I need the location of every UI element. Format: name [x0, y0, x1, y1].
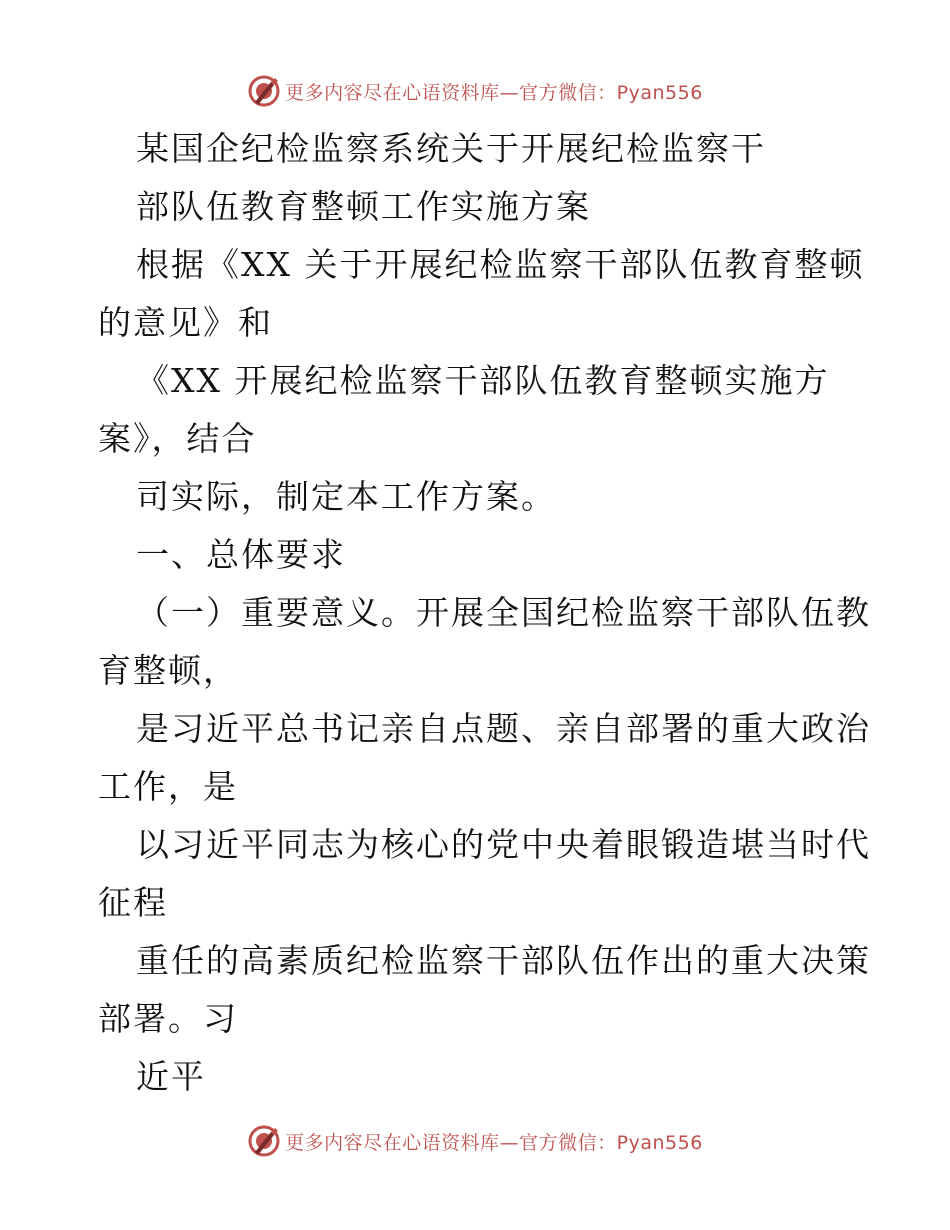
text-line: 《XX 开展纪检监察干部队伍教育整顿实施方 [136, 361, 830, 400]
text-line: 征程 [98, 883, 168, 922]
text-line: 部队伍教育整顿工作实施方案 [136, 187, 591, 226]
text-line: 部署。习 [98, 999, 238, 1038]
text-line: 重任的高素质纪检监察干部队伍作出的重大决策 [136, 941, 871, 980]
text-line: 近平 [136, 1057, 206, 1096]
banner-text: 更多内容尽在心语资料库—官方微信：Pyan556 [285, 1131, 703, 1154]
text-line: 以习近平同志为核心的党中央着眼锻造堪当时代 [136, 825, 871, 864]
text-line: 一、总体要求 [136, 535, 346, 574]
text-line: 司实际，制定本工作方案。 [136, 477, 556, 516]
pen-logo-icon [247, 1124, 281, 1158]
document-body [98, 120, 871, 1106]
footer-watermark-banner [0, 1121, 950, 1161]
text-line: 某国企纪检监察系统关于开展纪检监察干 [136, 129, 766, 168]
text-line: 案》，结合 [98, 419, 257, 458]
text-line: 工作，是 [98, 767, 238, 806]
text-line: 的意见》和 [98, 303, 273, 342]
header-watermark-banner [0, 71, 950, 111]
text-line: （一）重要意义。开展全国纪检监察干部队伍教 [136, 593, 871, 632]
banner-text: 更多内容尽在心语资料库—官方微信：Pyan556 [285, 81, 703, 104]
text-line: 根据《XX 关于开展纪检监察干部队伍教育整顿 [136, 245, 865, 284]
text-line: 是习近平总书记亲自点题、亲自部署的重大政治 [136, 709, 871, 748]
text-line: 育整顿， [98, 651, 238, 690]
pen-logo-icon [247, 74, 281, 108]
